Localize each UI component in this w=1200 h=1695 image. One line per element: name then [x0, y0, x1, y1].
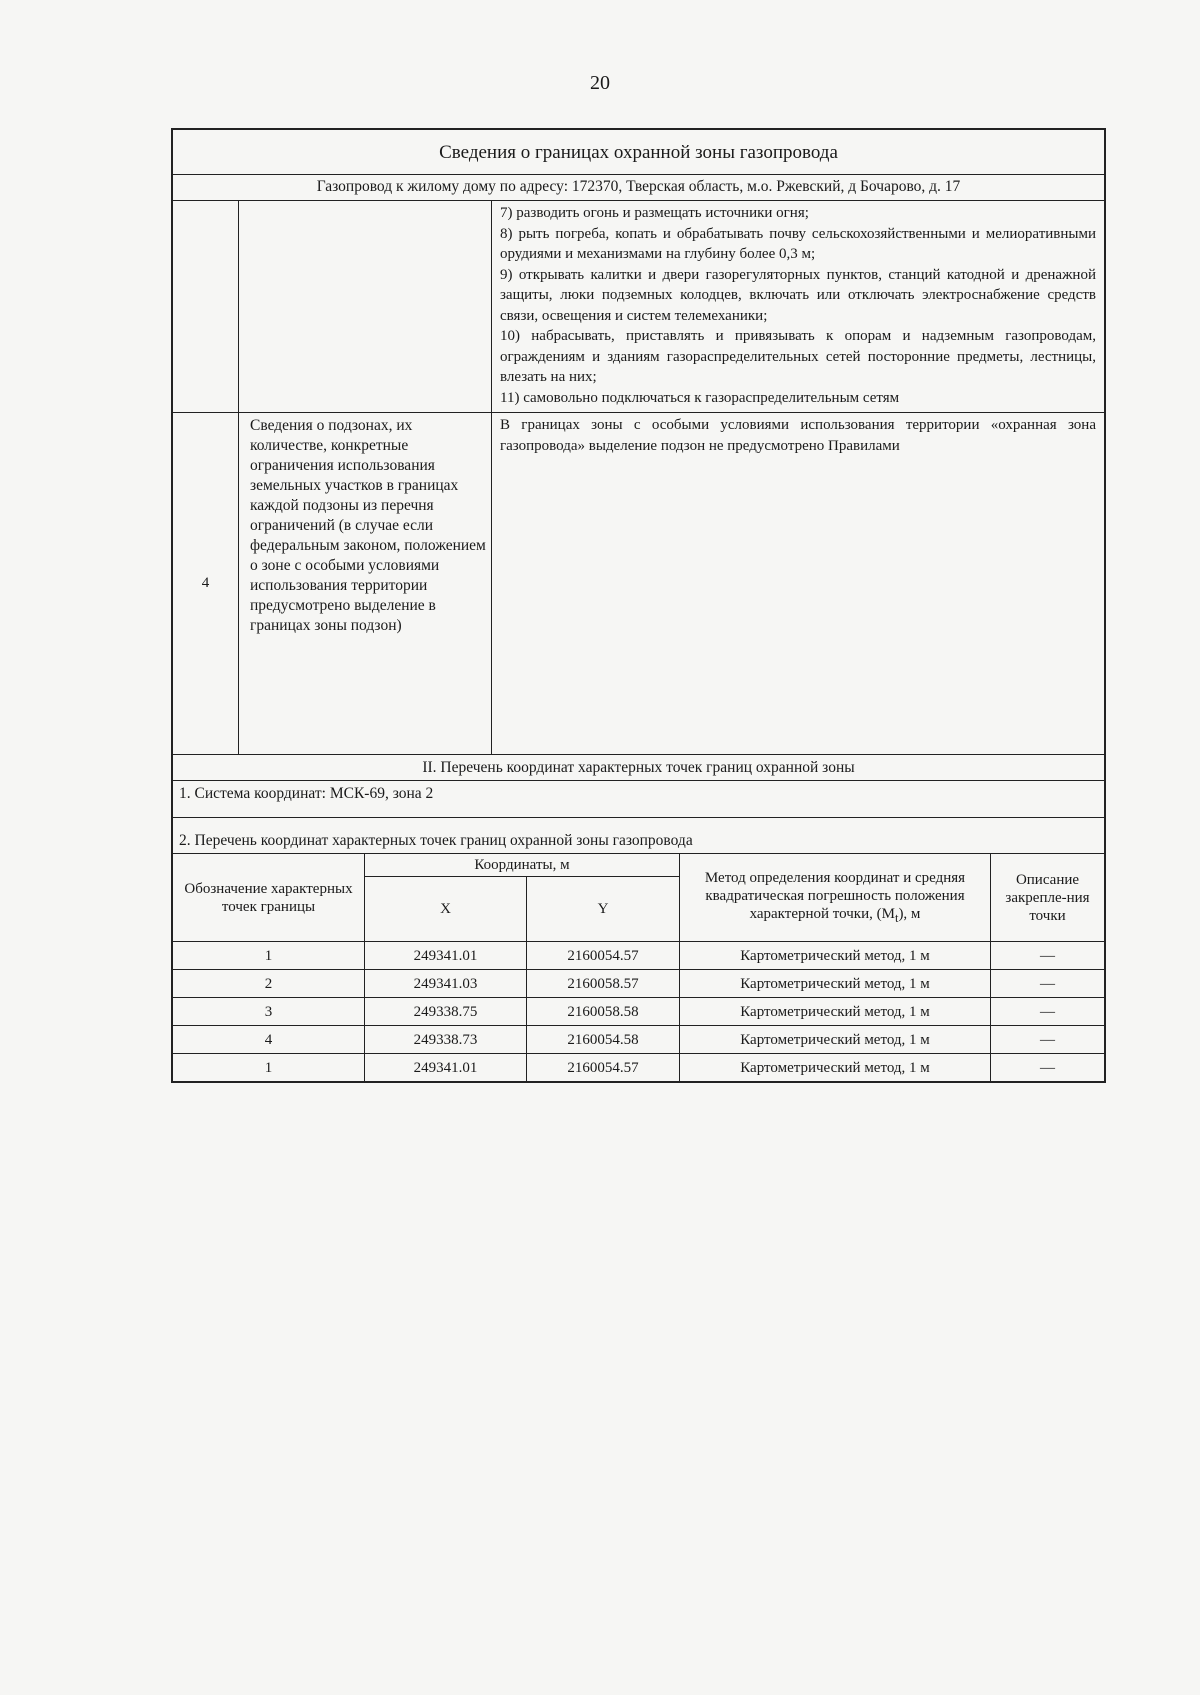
- header-method-end: ), м: [898, 905, 921, 922]
- document-title: Сведения о границах охранной зоны газопровода: [173, 130, 1105, 175]
- header-x: X: [365, 877, 527, 942]
- row-number-empty: [173, 201, 239, 413]
- header-method-subscript: t: [894, 910, 899, 925]
- method-cell: Картометрический метод, 1 м: [680, 998, 991, 1026]
- row-number: 4: [173, 413, 239, 755]
- header-point: Обозначение характерных точек границы: [173, 854, 365, 942]
- info-table: [172, 129, 1105, 854]
- method-cell: Картометрический метод, 1 м: [680, 942, 991, 970]
- document-subtitle: Газопровод к жилому дому по адресу: 172370, Тверская область, м.о. Ржевский, д Бочарово, д. 17: [173, 175, 1105, 201]
- restriction-item: 9) открывать калитки и двери газорегуляторных пунктов, станций катодной и дренажной защиты, люки подземных колодцев, включать или отключать электроснабжение средств связи, освещения и систем телемеханики;: [500, 266, 1096, 324]
- y-cell: 2160058.58: [527, 998, 680, 1026]
- x-cell: 249338.73: [365, 1026, 527, 1054]
- y-cell: 2160054.58: [527, 1026, 680, 1054]
- coordinates-list-title: 2. Перечень координат характерных точек границ охранной зоны газопровода: [173, 818, 1105, 854]
- section-title: II. Перечень координат характерных точек границ охранной зоны: [173, 755, 1105, 781]
- description-cell: —: [991, 970, 1105, 998]
- subzones-value: В границах зоны с особыми условиями использования территории «охранная зона газопровода» выделение подзон не предусмотрено Правилами: [492, 413, 1105, 755]
- method-cell: Картометрический метод, 1 м: [680, 1054, 991, 1082]
- x-cell: 249341.03: [365, 970, 527, 998]
- point-cell: 1: [173, 942, 365, 970]
- table-row: [173, 1054, 1105, 1082]
- point-cell: 2: [173, 970, 365, 998]
- y-cell: 2160054.57: [527, 942, 680, 970]
- header-y: Y: [527, 877, 680, 942]
- page-number: 20: [590, 72, 610, 94]
- description-cell: —: [991, 1054, 1105, 1082]
- table-row: [173, 970, 1105, 998]
- point-cell: 1: [173, 1054, 365, 1082]
- x-cell: 249341.01: [365, 1054, 527, 1082]
- header-method-text: Метод определения координат и средняя квадратическая погрешность положения характерной точки, (M: [704, 869, 966, 922]
- restriction-item: 7) разводить огонь и размещать источники огня;: [500, 205, 809, 221]
- restriction-item: 11) самовольно подключаться к газораспределительным сетям: [500, 389, 900, 406]
- protection-zone-document: [171, 128, 1106, 1083]
- x-cell: 249341.01: [365, 942, 527, 970]
- y-cell: 2160058.57: [527, 970, 680, 998]
- subzones-label: Сведения о подзонах, их количестве, конкретные ограничения использования земельных участков в границах каждой подзоны из перечня ограничений (в случае если федеральным законом, положением о зоне с особыми условиями использования территории предусмотрено выделение в границах зоны подзон): [239, 413, 492, 755]
- point-cell: 4: [173, 1026, 365, 1054]
- x-cell: 249338.75: [365, 998, 527, 1026]
- description-cell: —: [991, 942, 1105, 970]
- method-cell: Картометрический метод, 1 м: [680, 970, 991, 998]
- description-cell: —: [991, 1026, 1105, 1054]
- coordinates-table: [172, 853, 1105, 1082]
- table-row: [173, 942, 1105, 970]
- point-cell: 3: [173, 998, 365, 1026]
- method-cell: Картометрический метод, 1 м: [680, 1026, 991, 1054]
- row-label-empty: [239, 201, 492, 413]
- table-row: [173, 1026, 1105, 1054]
- coordinate-system: 1. Система координат: МСК-69, зона 2: [173, 781, 1105, 818]
- restriction-item: 10) набрасывать, приставлять и привязывать к опорам и надземным газопроводам, ограждениям и зданиям газораспределительных сетей посторонние предметы, лестницы, влезать на них;: [500, 328, 1096, 385]
- header-description: Описание закрепле-ния точки: [991, 854, 1105, 942]
- header-method: [680, 854, 991, 942]
- table-row: [173, 998, 1105, 1026]
- restriction-item: 8) рыть погреба, копать и обрабатывать почву сельскохозяйственными и мелиоративными орудиями и механизмами на глубину более 0,3 м;: [500, 225, 1096, 262]
- description-cell: —: [991, 998, 1105, 1026]
- y-cell: 2160054.57: [527, 1054, 680, 1082]
- header-coordinates: Координаты, м: [365, 854, 680, 877]
- restrictions-list: [492, 201, 1105, 413]
